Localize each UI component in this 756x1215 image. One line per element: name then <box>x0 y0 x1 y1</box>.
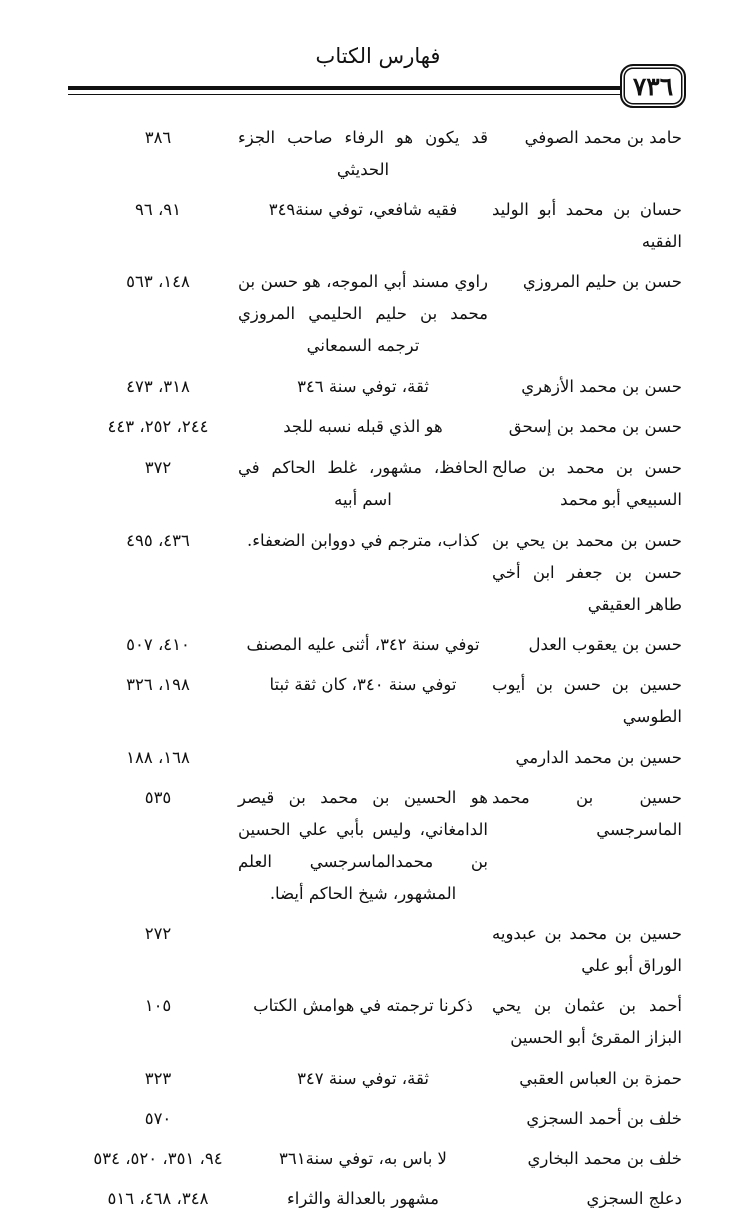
entry-note: مشهور بالعدالة والثراء <box>287 1189 439 1208</box>
entry-pages: ٥٧٠ <box>144 1109 172 1128</box>
entry-name: أحمد بن عثمان بن يحي البزاز المقرئ أبو الحسين <box>492 996 682 1047</box>
entry-note: هو الحسين بن محمد بن قيصر الدامغاني، وليس بأبي علي الحسين بن محمدالماسرجسي العلم المشهور، شيخ الحاكم أيضا. <box>238 788 488 903</box>
running-title: فهارس الكتاب <box>315 44 441 68</box>
index-entry <box>78 782 682 910</box>
entry-note: فقيه شافعي، توفي سنة٣٤٩ <box>268 200 458 219</box>
entry-name: حسن بن محمد بن إسحق <box>508 417 682 436</box>
entry-name: حسن بن محمد بن يحي بن حسن بن جعفر ابن أخي طاهر العقيقي <box>492 531 682 614</box>
entry-note: لا باس به، توفي سنة٣٦١ <box>279 1149 447 1168</box>
index-entry <box>78 525 682 621</box>
entry-name: حسان بن محمد أبو الوليد الفقيه <box>492 200 682 251</box>
index-entries <box>78 122 682 1215</box>
index-entry <box>78 1183 682 1215</box>
entry-note: ثقة، توفي سنة ٣٤٦ <box>297 377 429 396</box>
index-entry <box>78 742 682 774</box>
entry-pages: ١٤٨، ٥٦٣ <box>126 272 190 291</box>
index-entry <box>78 990 682 1054</box>
entry-note: كذاب، مترجم في دووابن الضعفاء. <box>247 531 479 550</box>
entry-name: حسن بن حليم المروزي <box>522 272 682 291</box>
index-entry <box>78 194 682 258</box>
entry-note: ذكرنا ترجمته في هوامش الكتاب <box>253 996 473 1015</box>
entry-pages: ٩٤، ٣٥١، ٥٢٠، ٥٣٤ <box>93 1149 223 1168</box>
index-entry <box>78 629 682 661</box>
index-entry <box>78 669 682 733</box>
entry-note: هو الذي قبله نسبه للجد <box>283 417 443 436</box>
page-number-box <box>620 64 686 108</box>
entry-pages: ١٩٨، ٣٢٦ <box>126 675 190 694</box>
entry-name: حسن بن محمد الأزهري <box>521 377 682 396</box>
entry-name: حسن بن محمد بن صالح السبيعي أبو محمد <box>492 458 682 509</box>
entry-pages: ٣٤٨، ٤٦٨، ٥١٦ <box>107 1189 209 1208</box>
index-entry <box>78 266 682 362</box>
entry-name: دعلج السجزي <box>586 1189 682 1208</box>
entry-name: حسين بن محمد الدارمي <box>515 748 682 767</box>
page-number: ٧٣٦ <box>632 71 674 101</box>
entry-note: قد يكون هو الرفاء صاحب الجزء الحديثي <box>238 128 488 179</box>
index-entry <box>78 1103 682 1135</box>
entry-pages: ١٠٥ <box>144 996 172 1015</box>
header-rule <box>68 86 620 95</box>
index-entry <box>78 1063 682 1095</box>
entry-note: راوي مسند أبي الموجه، هو حسن بن محمد بن حليم الحليمي المروزي ترجمه السمعاني <box>238 272 488 355</box>
entry-name: خلف بن محمد البخاري <box>527 1149 682 1168</box>
entry-pages: ٥٣٥ <box>144 788 172 807</box>
entry-pages: ٤١٠، ٥٠٧ <box>126 635 190 654</box>
entry-name: حامد بن محمد الصوفي <box>524 128 682 147</box>
entry-pages: ٣١٨، ٤٧٣ <box>126 377 190 396</box>
entry-pages: ٢٤٤، ٢٥٢، ٤٤٣ <box>107 417 209 436</box>
entry-pages: ٤٣٦، ٤٩٥ <box>126 531 190 550</box>
index-entry <box>78 411 682 443</box>
entry-pages: ٣٨٦ <box>144 128 172 147</box>
index-entry <box>78 452 682 516</box>
entry-name: حسين بن محمد الماسرجسي <box>492 788 682 839</box>
entry-pages: ٣٧٢ <box>144 458 172 477</box>
entry-name: حمزة بن العباس العقبي <box>519 1069 682 1088</box>
entry-note: الحافظ، مشهور، غلط الحاكم في اسم أبيه <box>238 458 488 509</box>
entry-note: ثقة، توفي سنة ٣٤٧ <box>297 1069 429 1088</box>
index-entry <box>78 122 682 186</box>
entry-name: حسين بن محمد بن عبدويه الوراق أبو علي <box>492 924 682 975</box>
entry-pages: ١٦٨، ١٨٨ <box>126 748 190 767</box>
index-entry <box>78 918 682 982</box>
entry-name: خلف بن أحمد السجزي <box>526 1109 682 1128</box>
entry-note: توفي سنة ٣٤٠، كان ثقة ثبتا <box>269 675 457 694</box>
entry-pages: ٩١، ٩٦ <box>134 200 182 219</box>
entry-name: حسين بن حسن بن أيوب الطوسي <box>492 675 682 726</box>
entry-pages: ٢٧٢ <box>144 924 172 943</box>
entry-note: توفي سنة ٣٤٢، أثنى عليه المصنف <box>246 635 480 654</box>
index-entry <box>78 1143 682 1175</box>
entry-pages: ٣٢٣ <box>144 1069 172 1088</box>
index-entry <box>78 371 682 403</box>
entry-name: حسن بن يعقوب العدل <box>528 635 682 654</box>
